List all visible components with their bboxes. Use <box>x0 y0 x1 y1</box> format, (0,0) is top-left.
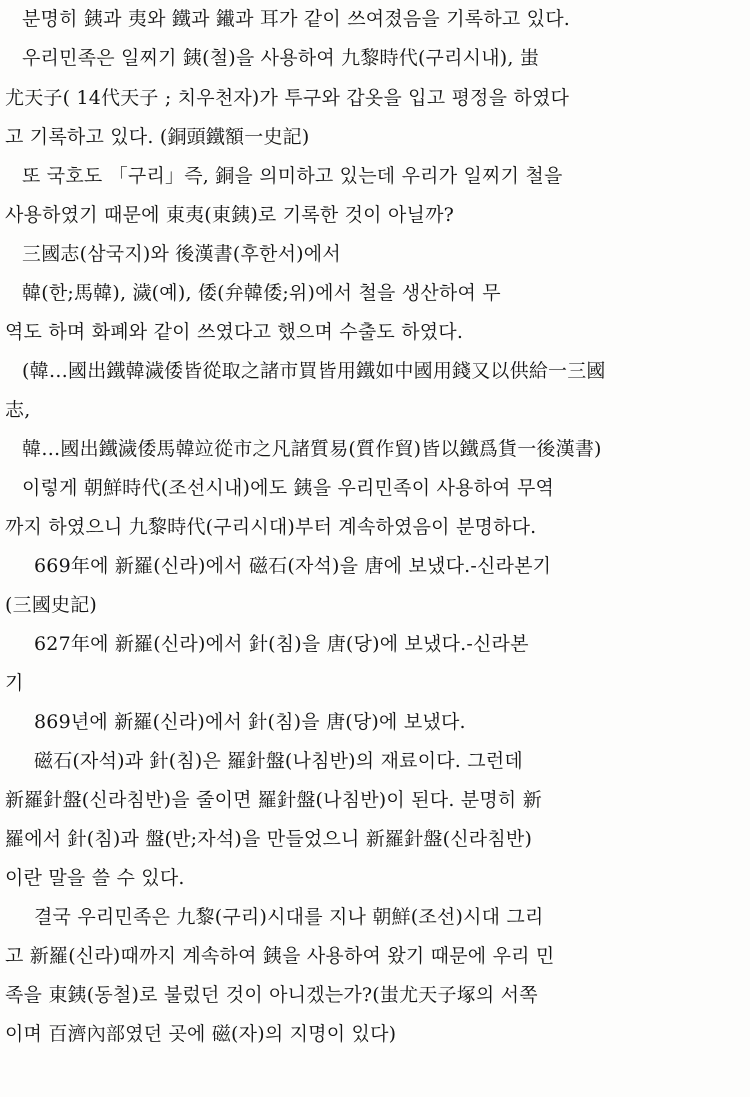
text-line: 사용하였기 때문에 東夷(東銕)로 기록한 것이 아닐까? <box>5 204 455 226</box>
text-line: 627年에 新羅(신라)에서 針(침)을 唐(당)에 보냈다.-신라본 <box>34 633 529 655</box>
text-line: 869년에 新羅(신라)에서 針(침)을 唐(당)에 보냈다. <box>34 711 466 733</box>
text-line: 이란 말을 쓸 수 있다. <box>5 867 185 889</box>
text-line: 역도 하며 화폐와 같이 쓰였다고 했으며 수출도 하였다. <box>5 321 464 343</box>
text-line: (三國史記) <box>5 594 98 616</box>
text-line: 669年에 新羅(신라)에서 磁石(자석)을 唐에 보냈다.-신라본기 <box>34 555 552 577</box>
text-line: 족을 東銕(동철)로 불렀던 것이 아니겠는가?(蚩尤天子塚의 서쪽 <box>5 984 538 1006</box>
text-line: 韓…國出鐵濊倭馬韓竝從市之凡諸質易(質作貿)皆以鐵爲貨一後漢書) <box>22 438 602 460</box>
text-line: 磁石(자석)과 針(침)은 羅針盤(나침반)의 재료이다. 그런데 <box>34 750 523 772</box>
text-line: (韓…國出鐵韓濊倭皆從取之諸市買皆用鐵如中國用錢又以供給一三國 <box>22 360 606 382</box>
text-line: 고 新羅(신라)때까지 계속하여 銕을 사용하여 왔기 때문에 우리 민 <box>5 945 555 967</box>
text-line: 韓(한;馬韓), 濊(예), 倭(弁韓倭;위)에서 철을 생산하여 무 <box>22 282 501 304</box>
text-line: 우리민족은 일찌기 銕(철)을 사용하여 九黎時代(구리시내), 蚩 <box>22 47 540 69</box>
text-line: 新羅針盤(신라침반)을 줄이면 羅針盤(나침반)이 된다. 분명히 新 <box>5 789 542 811</box>
text-line: 고 기록하고 있다. (銅頭鐵額一史記) <box>5 126 310 148</box>
text-line: 결국 우리민족은 九黎(구리)시대를 지나 朝鮮(조선)시대 그리 <box>34 906 544 928</box>
text-line: 志, <box>5 399 31 421</box>
text-line: 분명히 銕과 夷와 鐵과 䥫과 耳가 같이 쓰여졌음을 기록하고 있다. <box>22 8 571 30</box>
text-line: 까지 하였으니 九黎時代(구리시대)부터 계속하였음이 분명하다. <box>5 516 537 538</box>
text-line: 羅에서 針(침)과 盤(반;자석)을 만들었으니 新羅針盤(신라침반) <box>5 828 533 850</box>
text-line: 尤天子( 14代天子 ; 치우천자)가 투구와 갑옷을 입고 평정을 하였다 <box>5 87 570 109</box>
text-line: 三國志(삼국지)와 後漢書(후한서)에서 <box>22 243 341 265</box>
text-line: 또 국호도 「구리」즉, 銅을 의미하고 있는데 우리가 일찌기 철을 <box>22 165 563 187</box>
text-line: 이며 百濟內部였던 곳에 磁(자)의 지명이 있다) <box>5 1023 397 1045</box>
text-line: 이렇게 朝鮮時代(조선시내)에도 銕을 우리민족이 사용하여 무역 <box>22 477 555 499</box>
text-line: 기 <box>5 672 24 694</box>
